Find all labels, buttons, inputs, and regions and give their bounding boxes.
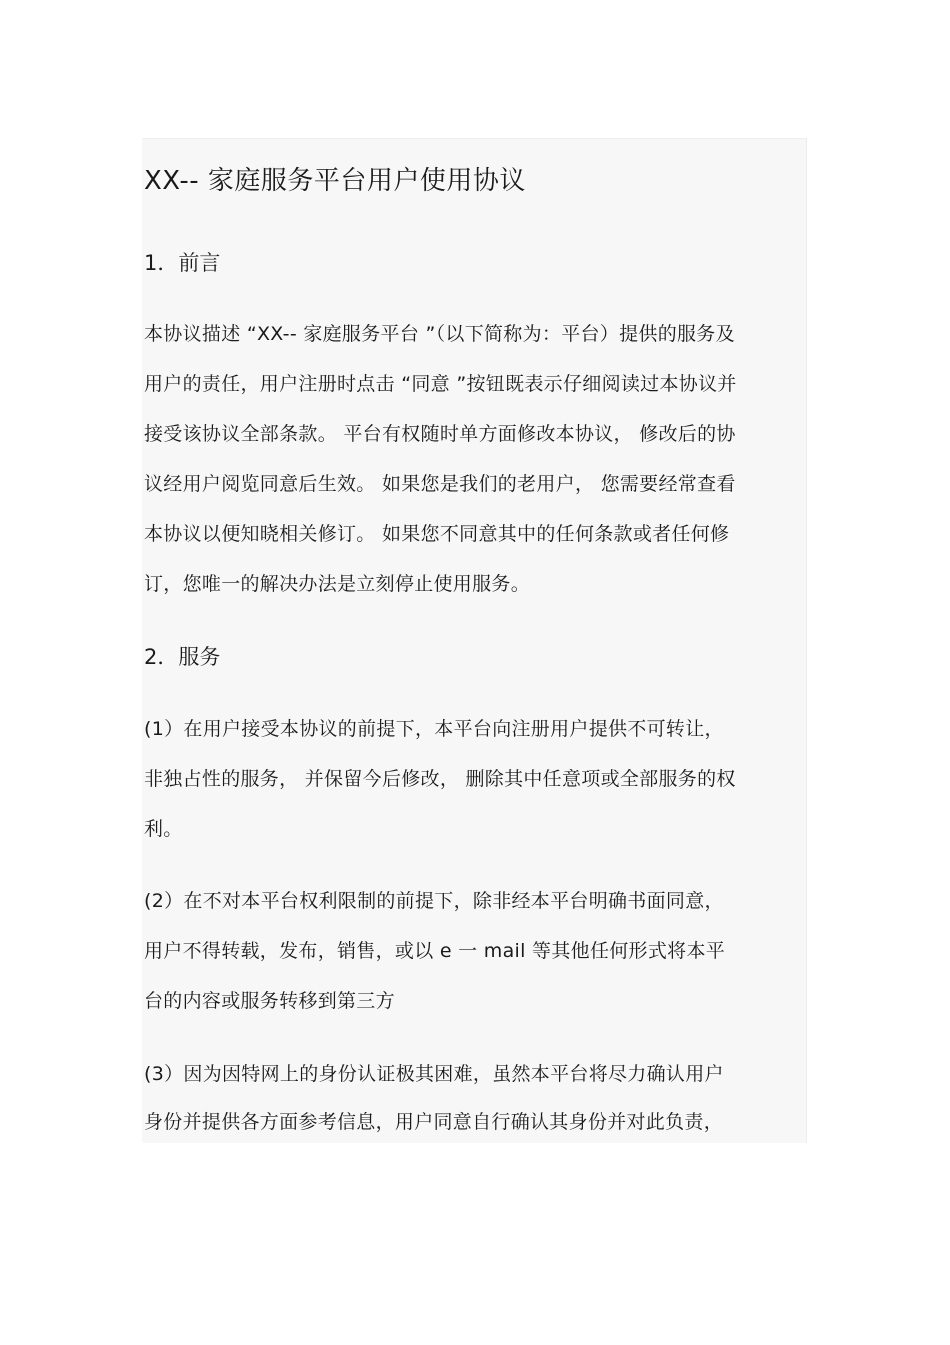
paragraph-line: (2）在不对本平台权利限制的前提下，除非经本平台明确书面同意， (144, 890, 724, 912)
paragraph-line: 利。 (144, 818, 183, 840)
paragraph-line: 台的内容或服务转移到第三方 (144, 990, 395, 1012)
paragraph-line: (3）因为因特网上的身份认证极其困难，虽然本平台将尽力确认用户 (144, 1063, 724, 1085)
section-heading-preface: 1．前言 (144, 251, 221, 275)
paragraph-line: 订，您唯一的解决办法是立刻停止使用服务。 (144, 573, 531, 595)
paragraph-line: 非独占性的服务， 并保留今后修改， 删除其中任意项或全部服务的权 (144, 768, 736, 790)
paragraph-line: (1）在用户接受本协议的前提下，本平台向注册用户提供不可转让， (144, 718, 724, 740)
paragraph-line: 用户的责任，用户注册时点击 “同意 ”按钮既表示仔细阅读过本协议并 (144, 373, 737, 395)
paragraph-line: 本协议描述 “XX-- 家庭服务平台 ”（以下简称为：平台）提供的服务及 (144, 323, 735, 345)
section-heading-service: 2．服务 (144, 645, 221, 669)
paragraph-line: 身份并提供各方面参考信息，用户同意自行确认其身份并对此负责， (144, 1111, 724, 1133)
paragraph-line: 议经用户阅览同意后生效。 如果您是我们的老用户， 您需要经常查看 (144, 473, 736, 495)
paragraph-line: 接受该协议全部条款。 平台有权随时单方面修改本协议， 修改后的协 (144, 423, 736, 445)
paragraph-line: 用户不得转载，发布，销售，或以 e 一 mail 等其他任何形式将本平 (144, 940, 726, 962)
document-title: XX-- 家庭服务平台用户使用协议 (144, 166, 526, 196)
paragraph-line: 本协议以便知晓相关修订。 如果您不同意其中的任何条款或者任何修 (144, 523, 730, 545)
document-page (142, 138, 807, 1143)
